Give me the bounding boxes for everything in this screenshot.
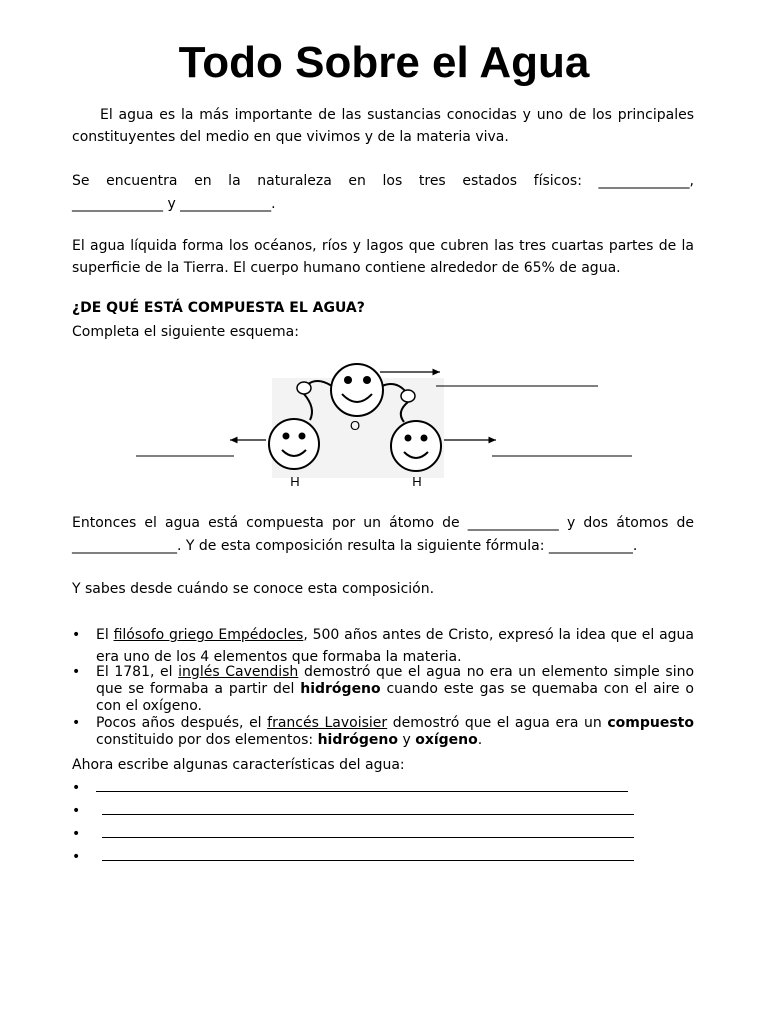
states-line-2 [72, 193, 694, 215]
bullet-dot: • [72, 664, 81, 680]
characteristic-item [72, 801, 694, 824]
states-text: Se encuentra en la naturaleza en los tres estados físicos: [72, 173, 582, 189]
since-when-paragraph: Y sabes desde cuándo se conoce esta composición. [72, 581, 435, 597]
hydrogen-right-label: H [412, 474, 422, 489]
composed-text-2: y dos átomos de [566, 515, 695, 531]
bullet-dot: • [72, 780, 81, 796]
characteristic-item [72, 824, 694, 847]
hydrogen-term: hidrógeno [300, 681, 381, 697]
history-text: demostró que el agua no era un elemento simple sino que se formaba a partir del [96, 664, 695, 697]
bullet-dot: • [72, 826, 81, 842]
hydrogen-term: hidrógeno [317, 732, 398, 748]
composed-text-3: . Y de esta composición resulta la siguiente fórmula: [177, 538, 545, 554]
lavoisier-link: francés Lavoisier [267, 715, 388, 731]
intro-paragraph: El agua es la más importante de las sustancias conocidas y uno de los principales constituyentes del medio en que vivimos y de la materia viva. [72, 107, 694, 145]
history-item-lavoisier [72, 715, 694, 749]
water-molecule-diagram [120, 358, 640, 498]
history-text: . [477, 732, 483, 748]
states-paragraph [72, 170, 694, 192]
history-text: El 1781, el [96, 664, 173, 680]
history-item-cavendish [72, 664, 694, 715]
history-list [72, 624, 694, 749]
formula-blank[interactable]: ____________. [548, 538, 638, 554]
characteristic-item [72, 778, 694, 801]
history-text: Pocos años después, el [96, 715, 262, 731]
liquid-paragraph: El agua líquida forma los océanos, ríos y lagos que cubren las tres cuartas partes de la superficie de la Tierra. El cuerpo humano contiene alrededor de 65% de agua. [72, 238, 694, 276]
composed-line-1 [72, 512, 694, 534]
bullet-dot: • [72, 803, 81, 819]
element-blank-1[interactable]: _____________ [467, 515, 559, 531]
characteristics-prompt: Ahora escribe algunas características del agua: [72, 757, 405, 773]
history-text: El [96, 627, 109, 643]
history-text: , 500 años antes de Cristo, expresó la idea que el agua era uno de los 4 elementos que formaba la materia. [96, 627, 694, 665]
composed-line-2 [72, 535, 694, 557]
state-blank-1[interactable]: _____________, [598, 173, 694, 189]
bullet-dot: • [72, 849, 81, 865]
oxygen-term: oxígeno [415, 732, 478, 748]
hydrogen-left-label: H [290, 474, 300, 489]
bullet-dot: • [72, 715, 81, 731]
state-blank-2-3[interactable]: _____________ y _____________. [72, 196, 276, 212]
answer-line[interactable] [102, 837, 634, 838]
oxygen-label: O [349, 418, 361, 433]
history-item-empedocles [72, 624, 694, 668]
history-text: cuando este gas se quemaba con el aire o con el oxígeno. [96, 681, 695, 714]
history-text: constituido por dos elementos: [96, 732, 314, 748]
empedocles-link: filósofo griego Empédocles [113, 627, 304, 643]
answer-line[interactable] [102, 814, 634, 815]
answer-line[interactable] [102, 860, 634, 861]
characteristic-item [72, 847, 694, 870]
compound-term: compuesto [607, 715, 694, 731]
composition-instruction: Completa el siguiente esquema: [72, 324, 299, 340]
cavendish-link: inglés Cavendish [178, 664, 299, 680]
element-blank-2[interactable]: _______________ [72, 538, 177, 554]
characteristics-list [72, 778, 694, 870]
composition-heading: ¿DE QUÉ ESTÁ COMPUESTA EL AGUA? [72, 300, 365, 316]
bullet-dot: • [72, 627, 81, 643]
history-text: y [402, 732, 411, 748]
composed-text-1: Entonces el agua está compuesta por un átomo de [72, 515, 460, 531]
answer-line[interactable] [96, 791, 628, 792]
page-title: Todo Sobre el Agua [178, 38, 590, 87]
history-text: demostró que el agua era un [392, 715, 602, 731]
